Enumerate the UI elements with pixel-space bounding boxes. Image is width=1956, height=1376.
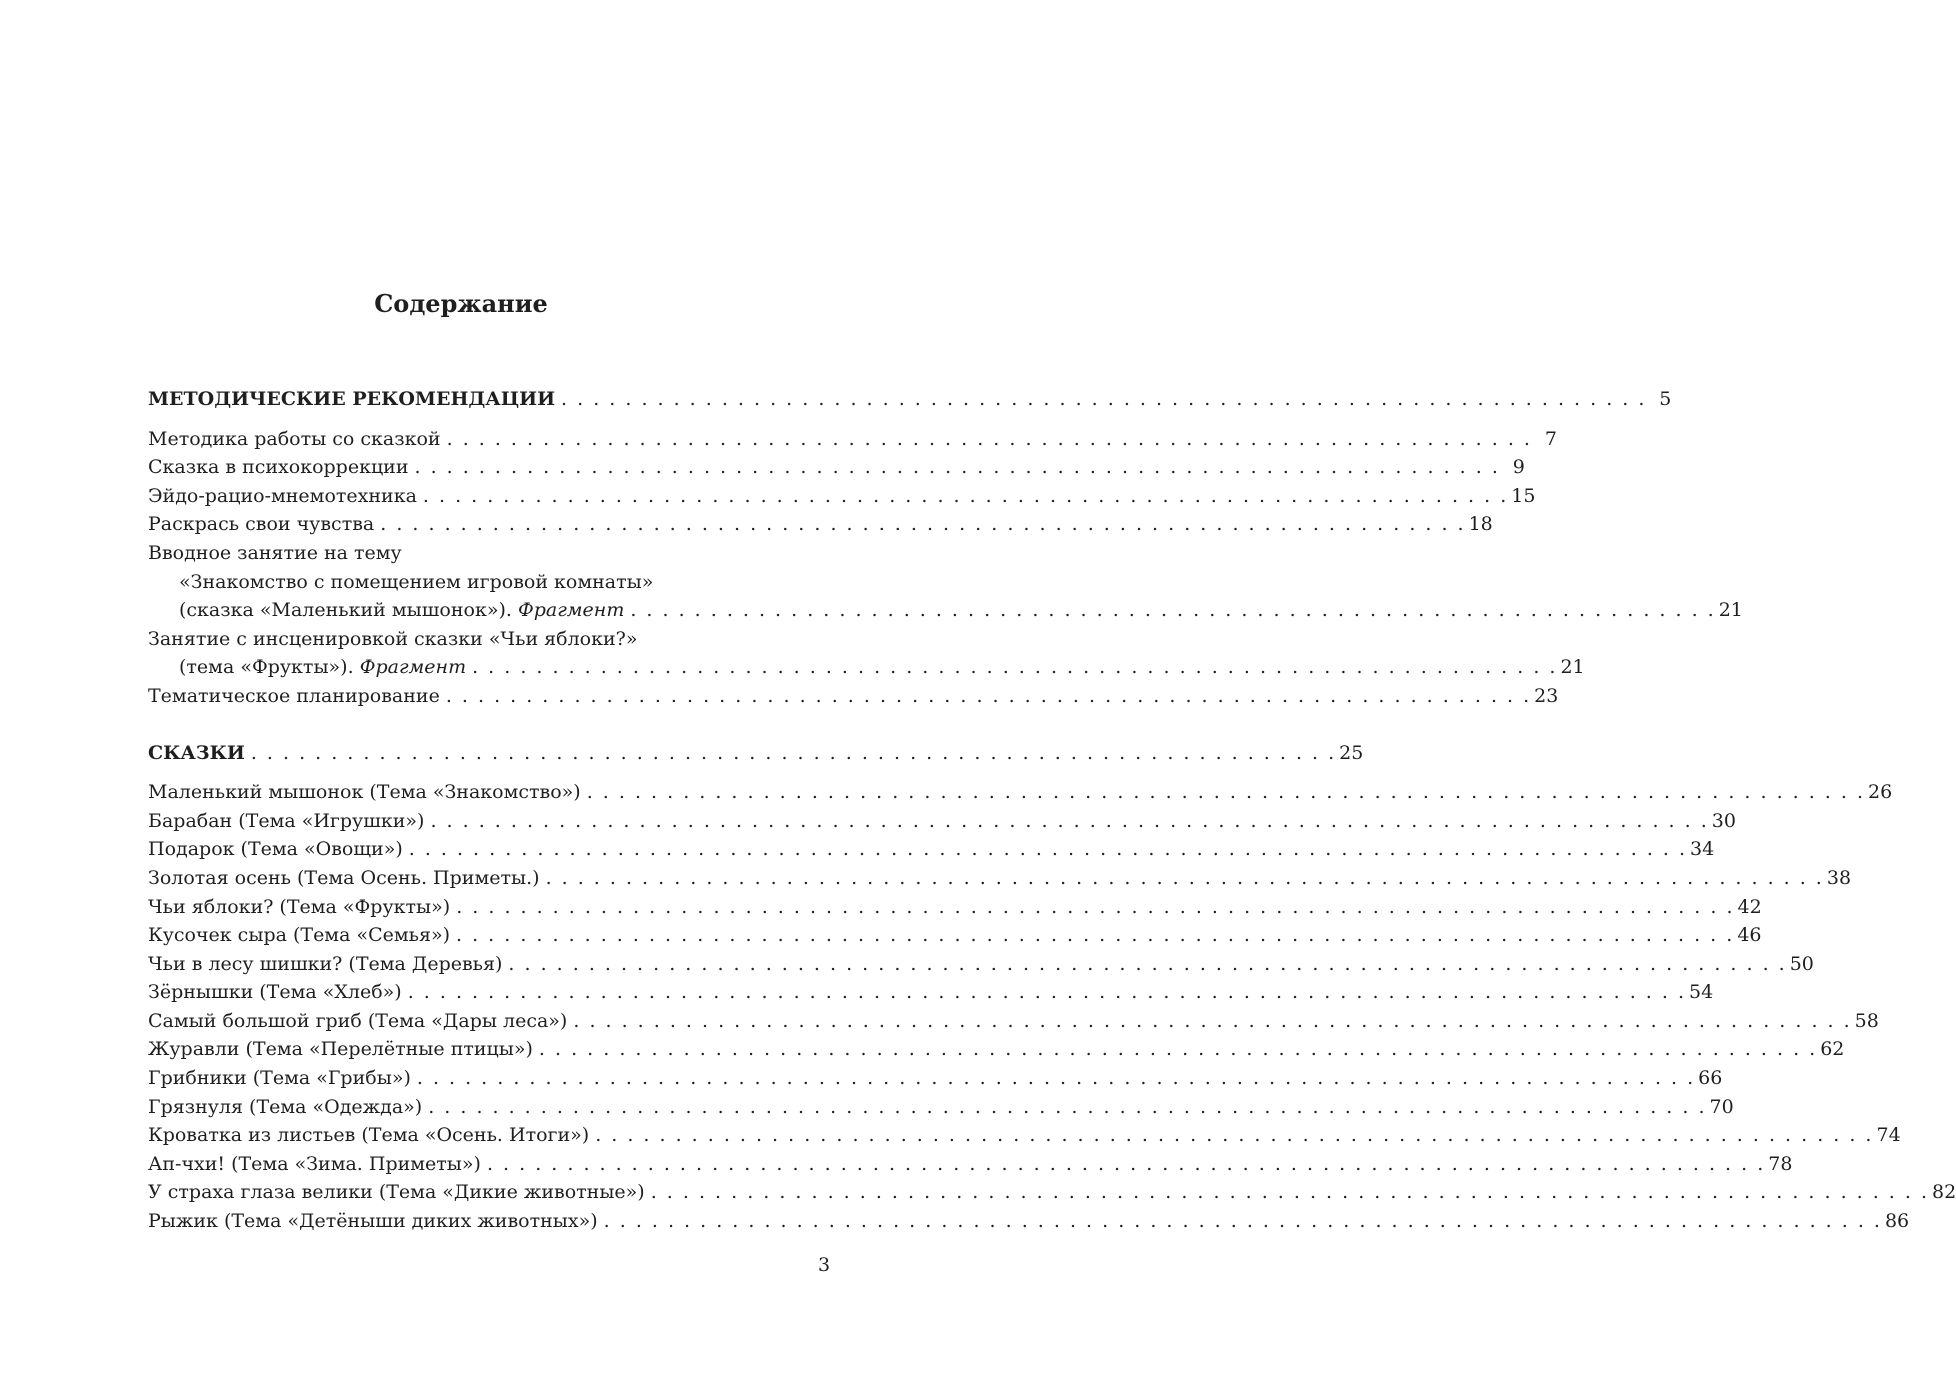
leader-dots: . . . . . . . . . . . . . . . . . . . . . . . . . . . . . . . . . . . . . . . . . . . . . . . . . . . . . . . . . . . . . . . . . . . . . . . . . . . . . . . .	[545, 866, 1824, 889]
toc-entry[interactable]	[148, 453, 1525, 482]
toc-entry-text: Маленький мышонок (Тема «Знакомство»)	[148, 781, 581, 804]
toc-page-number: 26	[1868, 781, 1893, 804]
leader-dots: . . . . . . . . . . . . . . . . . . . . . . . . . . . . . . . . . . . . . . . . . . . . . . . . . . . . . . . . . . . . . . . . . . . . . . . . . . . . . . . .	[573, 1009, 1852, 1032]
leader-dots: . . . . . . . . . . . . . . . . . . . . . . . . . . . . . . . . . . . . . . . . . . . . . . . . . . . . . . . . . . . . . . . . . . . .	[414, 456, 1500, 479]
leader-dots: . . . . . . . . . . . . . . . . . . . . . . . . . . . . . . . . . . . . . . . . . . . . . . . . . . . . . . . . . . . . . . . . . . . . . . . . . . . . . . . .	[430, 809, 1709, 832]
toc-entry-line: (сказка «Маленький мышонок»).	[179, 599, 512, 622]
toc-page-number: 9	[1512, 456, 1525, 479]
toc-entry[interactable]	[148, 482, 1536, 511]
table-of-contents	[148, 385, 1956, 1236]
leader-dots: . . . . . . . . . . . . . . . . . . . . . . . . . . . . . . . . . . . . . . . . . . . . . . . . . . . . . . . . . . . . . . . . . . . . . . . . . . . . . . . .	[595, 1124, 1874, 1147]
toc-entry[interactable]	[148, 1207, 1910, 1236]
toc-page-number: 7	[1544, 427, 1557, 450]
toc-entry-text: Барабан (Тема «Игрушки»)	[148, 809, 425, 832]
toc-entry-text: Самый большой гриб (Тема «Дары леса»)	[148, 1009, 568, 1032]
toc-entry[interactable]	[148, 1007, 1879, 1036]
toc-entry[interactable]	[148, 950, 1814, 979]
toc-page-number: 82	[1932, 1181, 1956, 1204]
toc-page-number: 30	[1711, 809, 1736, 832]
leader-dots: . . . . . . . . . . . . . . . . . . . . . . . . . . . . . . . . . . . . . . . . . . . . . . . . . . . . . . . . . . . . . . . . . . . .	[630, 599, 1716, 622]
toc-page-number: 54	[1689, 981, 1714, 1004]
toc-entry-text: Ап-чхи! (Тема «Зима. Приметы»)	[148, 1152, 481, 1175]
toc-section-tales[interactable]	[148, 739, 1364, 768]
leader-dots: . . . . . . . . . . . . . . . . . . . . . . . . . . . . . . . . . . . . . . . . . . . . . . . . . . . . . . . . . . . . . . . . . . . .	[380, 513, 1466, 536]
toc-entry-text: Рыжик (Тема «Детёныши диких животных»)	[148, 1210, 598, 1233]
toc-page-number: 74	[1876, 1124, 1901, 1147]
toc-entry[interactable]	[148, 835, 1715, 864]
leader-dots: . . . . . . . . . . . . . . . . . . . . . . . . . . . . . . . . . . . . . . . . . . . . . . . . . . . . . . . . . . . . . . . . . . . . . . . . . . . . . . . .	[538, 1038, 1818, 1061]
leader-dots: . . . . . . . . . . . . . . . . . . . . . . . . . . . . . . . . . . . . . . . . . . . . . . . . . . . . . . . . . . . . . . . . . . . .	[250, 741, 1337, 764]
toc-page-number: 21	[1560, 656, 1585, 679]
leader-dots: . . . . . . . . . . . . . . . . . . . . . . . . . . . . . . . . . . . . . . . . . . . . . . . . . . . . . . . . . . . . . . . . . . . . . . . . . . . . . . . .	[586, 781, 1866, 804]
toc-entry-text	[179, 596, 624, 625]
toc-page-number: 66	[1698, 1067, 1723, 1090]
toc-page-number: 58	[1854, 1009, 1879, 1032]
toc-section-methodical[interactable]	[148, 385, 1672, 414]
toc-entry[interactable]	[148, 778, 1893, 807]
toc-page-number: 23	[1534, 684, 1559, 707]
leader-dots: . . . . . . . . . . . . . . . . . . . . . . . . . . . . . . . . . . . . . . . . . . . . . . . . . . . . . . . . . . . . . . . . . . . . . . . . . . . . . . . .	[416, 1067, 1696, 1090]
toc-entry-text: Сказка в психокоррекции	[148, 456, 409, 479]
leader-dots: . . . . . . . . . . . . . . . . . . . . . . . . . . . . . . . . . . . . . . . . . . . . . . . . . . . . . . . . . . . . . . . . . . . .	[472, 656, 1558, 679]
toc-page-number: 78	[1768, 1152, 1793, 1175]
toc-entry-text: Чьи в лесу шишки? (Тема Деревья)	[148, 952, 503, 975]
leader-dots: . . . . . . . . . . . . . . . . . . . . . . . . . . . . . . . . . . . . . . . . . . . . . . . . . . . . . . . . . . . . . . . . . . . .	[422, 484, 1509, 507]
toc-entry-text: Тематическое планирование	[148, 684, 440, 707]
toc-entry-text: У страха глаза велики (Тема «Дикие животные»)	[148, 1181, 645, 1204]
toc-section-label: МЕТОДИЧЕСКИЕ РЕКОМЕНДАЦИИ	[148, 388, 556, 410]
leader-dots: . . . . . . . . . . . . . . . . . . . . . . . . . . . . . . . . . . . . . . . . . . . . . . . . . . . . . . . . . . . . . . . . . . . . . . . . . . . . . . . .	[603, 1210, 1882, 1233]
toc-entry[interactable]	[148, 807, 1736, 836]
leader-dots: . . . . . . . . . . . . . . . . . . . . . . . . . . . . . . . . . . . . . . . . . . . . . . . . . . . . . . . . . . . . . . . . . . . .	[445, 684, 1532, 707]
toc-entry-text	[179, 653, 466, 682]
toc-entry-text: Журавли (Тема «Перелётные птицы»)	[148, 1038, 533, 1061]
toc-page-number: 21	[1718, 599, 1743, 622]
toc-entry-text: Эйдо-рацио-мнемотехника	[148, 484, 417, 507]
leader-dots: . . . . . . . . . . . . . . . . . . . . . . . . . . . . . . . . . . . . . . . . . . . . . . . . . . . . . . . . . . . . . . . . . . . . . . . . . . . . . . . .	[456, 924, 1735, 947]
tales-list	[148, 778, 1956, 1236]
leader-dots: . . . . . . . . . . . . . . . . . . . . . . . . . . . . . . . . . . . . . . . . . . . . . . . . . . . . . . . . . . . . . . . . . . . . . . . . . . . . . . . .	[508, 952, 1787, 975]
toc-page-number: 50	[1789, 952, 1814, 975]
toc-entry-line[interactable]: Вводное занятие на тему	[148, 541, 402, 564]
toc-section-label: СКАЗКИ	[148, 741, 245, 764]
toc-entry-line[interactable]: Занятие с инсценировкой сказки «Чьи яблоки?»	[148, 627, 638, 650]
toc-page-number: 38	[1826, 866, 1852, 889]
toc-page-number: 25	[1339, 741, 1364, 764]
leader-dots: . . . . . . . . . . . . . . . . . . . . . . . . . . . . . . . . . . . . . . . . . . . . . . . . . . . . . . . . . . . . . . . . . . . . . . . . . . . . . . . .	[407, 981, 1686, 1004]
toc-entry[interactable]	[148, 1035, 1845, 1064]
toc-entry-text: Кроватка из листьев (Тема «Осень. Итоги»)	[148, 1124, 590, 1147]
toc-entry[interactable]	[148, 978, 1714, 1007]
leader-dots: . . . . . . . . . . . . . . . . . . . . . . . . . . . . . . . . . . . . . . . . . . . . . . . . . . . . . . . . . . . . . . . . . . . . . . . . . . . . . . . .	[428, 1095, 1707, 1118]
toc-entry[interactable]	[148, 1064, 1723, 1093]
page-number: 3	[818, 1254, 831, 1276]
toc-entry[interactable]	[148, 653, 1585, 682]
toc-page-number: 42	[1737, 895, 1762, 918]
toc-entry[interactable]	[148, 864, 1852, 893]
toc-page-number: 86	[1884, 1210, 1910, 1233]
toc-entry-text: Грязнуля (Тема «Одежда»)	[148, 1095, 423, 1118]
toc-entry-italic: Фрагмент	[517, 599, 625, 622]
leader-dots: . . . . . . . . . . . . . . . . . . . . . . . . . . . . . . . . . . . . . . . . . . . . . . . . . . . . . . . . . . . . . . . . . . . .	[561, 388, 1647, 410]
page-title: Содержание	[374, 289, 548, 318]
toc-entry-text: Золотая осень (Тема Осень. Приметы.)	[148, 866, 540, 889]
toc-entry[interactable]	[148, 510, 1493, 539]
leader-dots: . . . . . . . . . . . . . . . . . . . . . . . . . . . . . . . . . . . . . . . . . . . . . . . . . . . . . . . . . . . . . . . . . . . . . . . . . . . . . . . .	[486, 1152, 1766, 1175]
toc-entry[interactable]	[148, 1093, 1734, 1122]
leader-dots: . . . . . . . . . . . . . . . . . . . . . . . . . . . . . . . . . . . . . . . . . . . . . . . . . . . . . . . . . . . . . . . . . . . . . . . . . . . . . . . .	[408, 838, 1688, 861]
toc-entry[interactable]	[148, 425, 1557, 454]
toc-page-number: 70	[1709, 1095, 1734, 1118]
toc-page-number: 15	[1511, 484, 1536, 507]
toc-entry[interactable]	[148, 1178, 1956, 1207]
toc-entry-text: Чьи яблоки? (Тема «Фрукты»)	[148, 895, 451, 918]
toc-entry[interactable]	[148, 1150, 1793, 1179]
toc-page-number: 46	[1737, 924, 1762, 947]
toc-entry-line[interactable]: «Знакомство с помещением игровой комнаты»	[179, 570, 654, 593]
leader-dots: . . . . . . . . . . . . . . . . . . . . . . . . . . . . . . . . . . . . . . . . . . . . . . . . . . . . . . . . . . . . . . . . . . . .	[446, 427, 1532, 450]
toc-page-number: 5	[1659, 388, 1672, 410]
toc-entry-text: Методика работы со сказкой	[148, 427, 441, 450]
toc-page-number: 18	[1468, 513, 1493, 536]
toc-entry-text: Грибники (Тема «Грибы»)	[148, 1067, 411, 1090]
toc-entry-text: Зёрнышки (Тема «Хлеб»)	[148, 981, 402, 1004]
toc-page-number: 34	[1690, 838, 1715, 861]
toc-entry-line: (тема «Фрукты»).	[179, 656, 354, 679]
toc-entry-text: Кусочек сыра (Тема «Семья»)	[148, 924, 451, 947]
toc-entry[interactable]	[148, 682, 1559, 711]
toc-entry-text: Подарок (Тема «Овощи»)	[148, 838, 403, 861]
toc-page-number: 62	[1820, 1038, 1845, 1061]
toc-entry[interactable]	[148, 921, 1762, 950]
toc-entry[interactable]	[148, 1121, 1901, 1150]
toc-entry[interactable]	[148, 893, 1762, 922]
leader-dots: . . . . . . . . . . . . . . . . . . . . . . . . . . . . . . . . . . . . . . . . . . . . . . . . . . . . . . . . . . . . . . . . . . . . . . . . . . . . . . . .	[456, 895, 1735, 918]
leader-dots: . . . . . . . . . . . . . . . . . . . . . . . . . . . . . . . . . . . . . . . . . . . . . . . . . . . . . . . . . . . . . . . . . . . . . . . . . . . . . . . .	[650, 1181, 1930, 1204]
toc-entry-italic: Фрагмент	[359, 656, 467, 679]
toc-entry-text: Раскрась свои чувства	[148, 513, 375, 536]
toc-entry[interactable]	[148, 596, 1743, 625]
